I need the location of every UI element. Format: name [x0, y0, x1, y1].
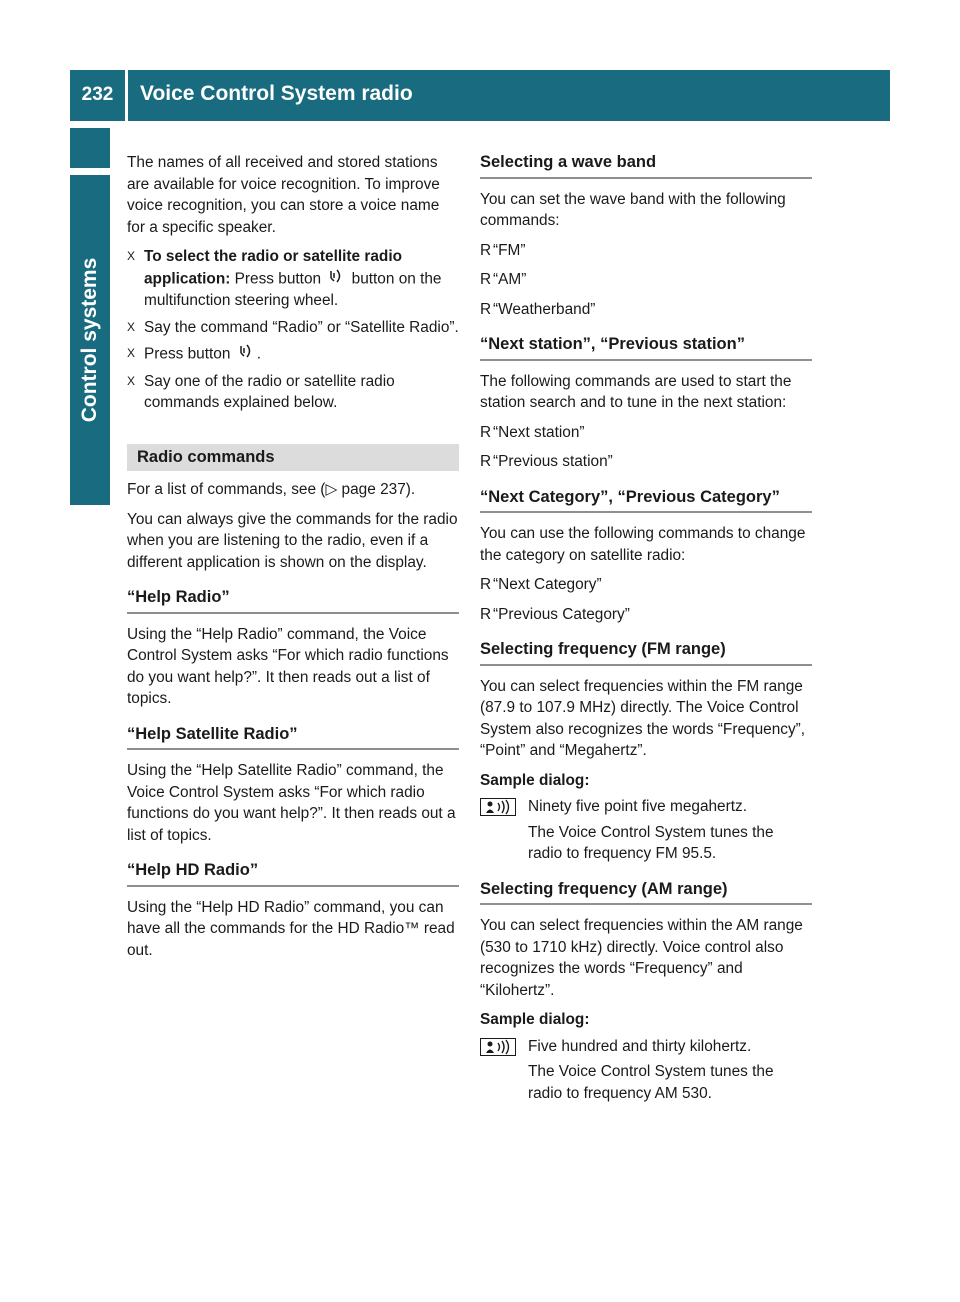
- list-ref-text: For a list of commands, see (: [127, 481, 326, 498]
- heading-help-radio: “Help Radio”: [127, 587, 459, 614]
- list-item-text: “Weatherband”: [493, 300, 596, 318]
- voice-button-icon: [328, 268, 344, 291]
- category-text: You can use the following commands to change the category on satellite radio:: [480, 525, 806, 564]
- list-item-text: “Previous station”: [493, 453, 613, 470]
- bullet-icon: R: [480, 576, 492, 593]
- step-item: [127, 371, 459, 414]
- page-number: 232: [81, 84, 114, 105]
- heading-help-satellite: “Help Satellite Radio”: [127, 724, 459, 751]
- page-title: Voice Control System radio: [140, 82, 413, 105]
- speaking-person-icon: [480, 796, 528, 818]
- heading-next-station: “Next station”, “Previous station”: [480, 334, 812, 361]
- list-item-text: “FM”: [493, 241, 526, 259]
- step-arrow-icon: X: [127, 346, 136, 360]
- step-arrow-icon: X: [127, 249, 136, 263]
- step-text: Say one of the radio or satellite radio commands explained below.: [144, 372, 395, 411]
- next-station-text: The following commands are used to start the station search and to tune in the next station:: [480, 372, 792, 411]
- dialog-line: [480, 796, 812, 818]
- step-item: [127, 246, 459, 312]
- side-tab: [70, 175, 110, 505]
- step-text: button on the multifunction steering wheel.: [144, 269, 442, 309]
- left-column: [127, 152, 459, 969]
- dialog-line: [480, 1036, 812, 1058]
- bullet-icon: R: [480, 300, 492, 318]
- heading-fm-range: Selecting frequency (FM range): [480, 639, 812, 666]
- side-tab-label: Control systems: [78, 257, 101, 423]
- list-item-text: “AM”: [493, 271, 527, 288]
- list-item: [480, 240, 812, 262]
- step-item: [127, 317, 459, 339]
- list-ref-page: page 237).: [337, 481, 416, 498]
- help-satellite-text: Using the “Help Satellite Radio” command, the Voice Control System asks “For which radio functions do you want help?”. It then reads out a list of topics.: [127, 762, 456, 844]
- list-item: [480, 574, 812, 596]
- heading-am-range: Selecting frequency (AM range): [480, 879, 812, 906]
- bullet-icon: R: [480, 605, 492, 623]
- fm-range-text: You can select frequencies within the FM range (87.9 to 107.9 MHz) directly. The Voice Control System also recognizes the words “Frequency”, “Point” and “Megahertz”.: [480, 677, 806, 759]
- list-reference: [127, 479, 459, 501]
- sample-dialog-label: Sample dialog:: [480, 771, 590, 789]
- page-ref-arrow-icon: ▷: [325, 481, 338, 498]
- voice-button-icon: [238, 343, 254, 366]
- sample-dialog-label: Sample dialog:: [480, 1011, 590, 1028]
- help-radio-text: Using the “Help Radio” command, the Voice Control System asks “For which radio functions do you want help?”. It then reads out a list of topics.: [127, 625, 449, 707]
- step-item: [127, 343, 459, 366]
- help-hd-text: Using the “Help HD Radio” command, you can have all the commands for the HD Radio™ read out.: [127, 898, 455, 959]
- intro-paragraph: The names of all received and stored stations are available for voice recognition. To improve voice recognition, you can store a voice name for a specific speaker.: [127, 154, 440, 236]
- heading-help-hd: “Help HD Radio”: [127, 860, 459, 887]
- list-item: [480, 269, 812, 291]
- list-item: [480, 299, 812, 321]
- dialog-response: The Voice Control System tunes the radio to frequency AM 530.: [528, 1063, 774, 1102]
- bullet-icon: R: [480, 241, 492, 259]
- section-heading-radio-commands: Radio commands: [127, 444, 459, 472]
- bullet-icon: R: [480, 453, 492, 470]
- right-column: [480, 152, 812, 1112]
- step-text: Press button: [234, 269, 322, 287]
- step-text-end: .: [256, 345, 261, 363]
- dialog-say-text: Ninety five point five megahertz.: [528, 798, 747, 815]
- list-item: [480, 422, 812, 444]
- side-tab-marker: [70, 128, 110, 168]
- list-item: [480, 604, 812, 626]
- step-arrow-icon: X: [127, 373, 136, 388]
- bullet-icon: R: [480, 423, 492, 441]
- wave-band-text: You can set the wave band with the following commands:: [480, 190, 786, 229]
- step-lead: To select the radio or satellite radio application:: [144, 248, 403, 287]
- dialog-response: The Voice Control System tunes the radio to frequency FM 95.5.: [528, 823, 774, 862]
- list-item: [480, 451, 812, 473]
- step-arrow-icon: X: [127, 319, 136, 334]
- always-paragraph: You can always give the commands for the radio when you are listening to the radio, even if a different application is shown on the display.: [127, 510, 458, 571]
- dialog-say-text: Five hundred and thirty kilohertz.: [528, 1037, 752, 1055]
- am-range-text: You can select frequencies within the AM range (530 to 1710 kHz) directly. Voice control also recognizes the words “Frequency” and “Kilohertz”.: [480, 917, 803, 999]
- heading-wave-band: Selecting a wave band: [480, 152, 812, 179]
- list-item-text: “Next Category”: [493, 576, 602, 593]
- list-item-text: “Next station”: [493, 423, 585, 441]
- step-text: Say the command “Radio” or “Satellite Radio”.: [144, 318, 459, 336]
- speaking-person-icon: [480, 1036, 528, 1058]
- step-text: Press button: [144, 345, 231, 363]
- list-item-text: “Previous Category”: [493, 605, 630, 623]
- header-divider: [125, 70, 128, 121]
- bullet-icon: R: [480, 271, 492, 288]
- heading-category: “Next Category”, “Previous Category”: [480, 487, 812, 514]
